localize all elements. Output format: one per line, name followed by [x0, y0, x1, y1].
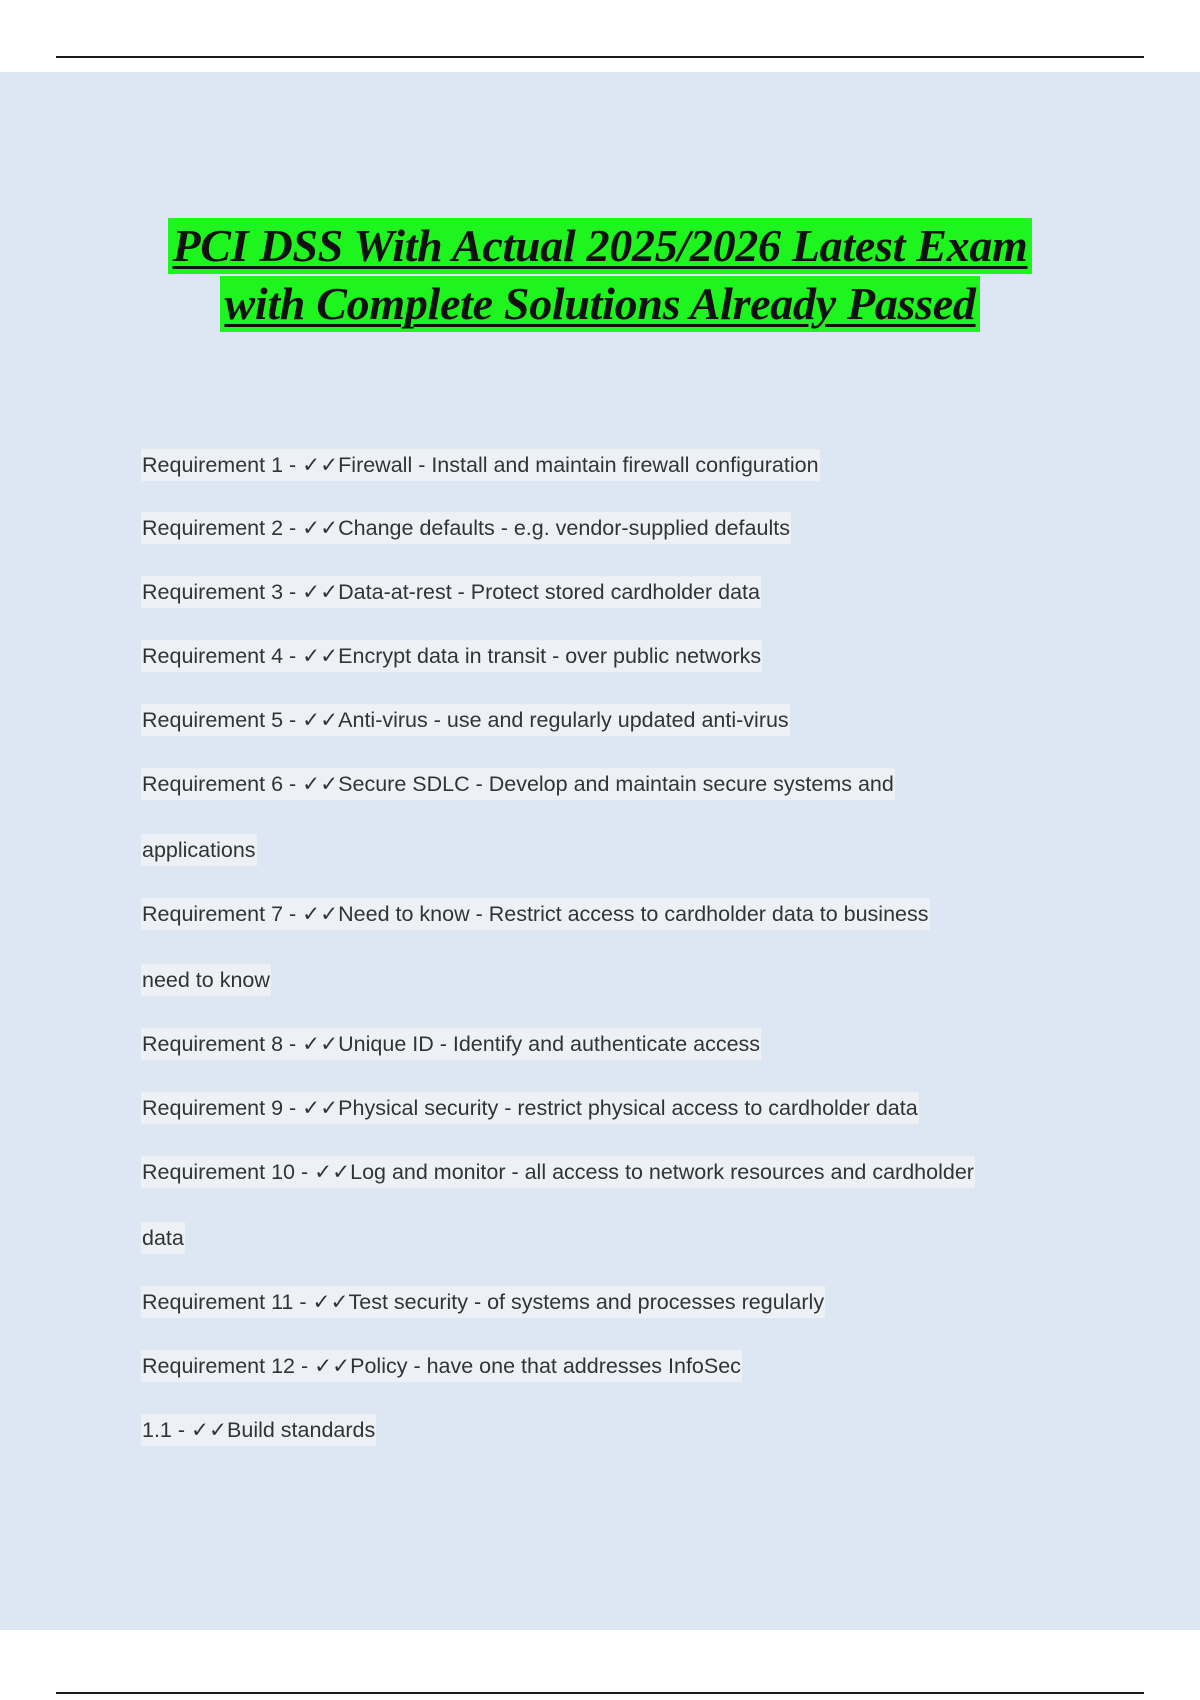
list-line: Requirement 4 - ✓✓Encrypt data in transit - over public networks — [141, 640, 762, 672]
list-line: applications — [141, 834, 257, 866]
title-line-1: PCI DSS With Actual 2025/2026 Latest Exam — [168, 218, 1031, 274]
list-line: Requirement 11 - ✓✓Test security - of systems and processes regularly — [141, 1286, 825, 1318]
list-line: Requirement 8 - ✓✓Unique ID - Identify and authenticate access — [141, 1028, 761, 1060]
list-line: Requirement 9 - ✓✓Physical security - restrict physical access to cardholder data — [141, 1092, 919, 1124]
list-line: Requirement 7 - ✓✓Need to know - Restrict access to cardholder data to business — [141, 898, 930, 930]
list-line: Requirement 2 - ✓✓Change defaults - e.g. vendor-supplied defaults — [141, 512, 791, 544]
list-line: need to know — [141, 964, 271, 996]
list-line: Requirement 12 - ✓✓Policy - have one that addresses InfoSec — [141, 1350, 742, 1382]
list-line: data — [141, 1222, 185, 1254]
top-rule — [56, 56, 1144, 58]
list-line: Requirement 10 - ✓✓Log and monitor - all access to network resources and cardholder — [141, 1156, 975, 1188]
bottom-rule — [56, 1692, 1144, 1694]
document-title — [0, 218, 1200, 332]
list-line: Requirement 1 - ✓✓Firewall - Install and maintain firewall configuration — [141, 449, 820, 481]
title-line-2: with Complete Solutions Already Passed — [220, 276, 979, 332]
list-line: Requirement 6 - ✓✓Secure SDLC - Develop and maintain secure systems and — [141, 768, 895, 800]
list-line: 1.1 - ✓✓Build standards — [141, 1414, 376, 1446]
list-line: Requirement 5 - ✓✓Anti-virus - use and regularly updated anti-virus — [141, 704, 790, 736]
list-line: Requirement 3 - ✓✓Data-at-rest - Protect stored cardholder data — [141, 576, 761, 608]
